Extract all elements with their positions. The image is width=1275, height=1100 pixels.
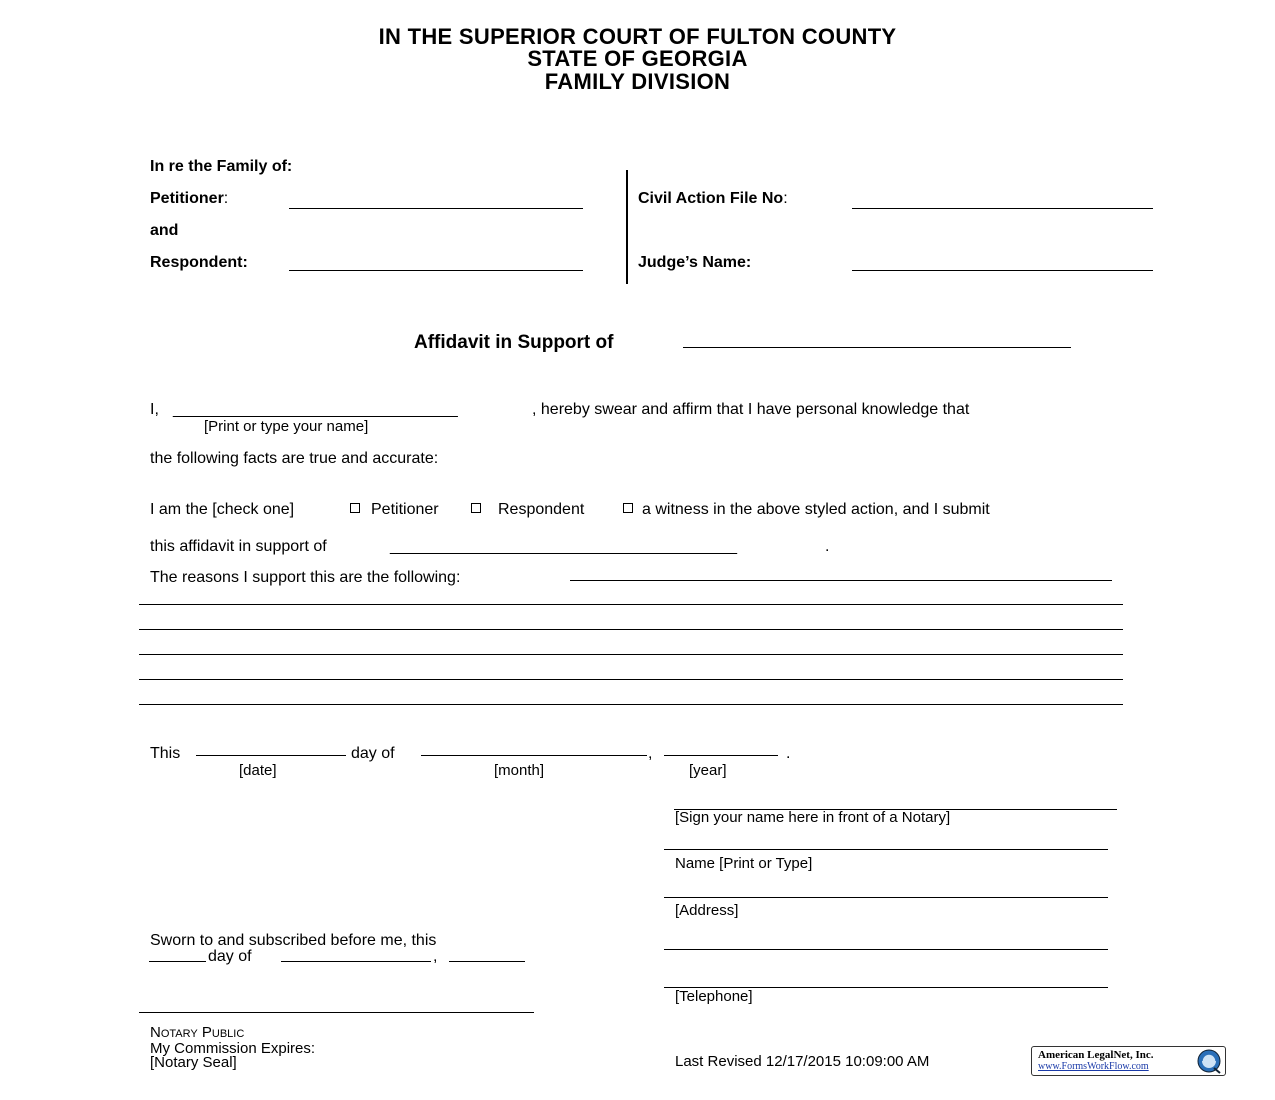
notary-month-field[interactable] [281, 961, 431, 962]
support-of-field[interactable]: _______________________________________ [390, 538, 738, 555]
address-line-1[interactable] [664, 897, 1108, 898]
facts-text: the following facts are true and accurate: [150, 450, 439, 467]
respondent-checkbox[interactable] [471, 503, 481, 513]
logo-name: American LegalNet, Inc. [1038, 1049, 1154, 1061]
i-label: I, [150, 401, 159, 418]
address-hint: [Address] [675, 902, 739, 919]
name-hint: Name [Print or Type] [675, 855, 813, 872]
notary-seal-label: [Notary Seal] [150, 1054, 237, 1071]
reasons-line-2[interactable] [139, 604, 1123, 605]
this-label: This [150, 745, 181, 762]
state-heading: STATE OF GEORGIA [527, 46, 748, 71]
year-field[interactable] [664, 755, 778, 756]
judge-field[interactable] [852, 270, 1153, 271]
swear-text: , hereby swear and affirm that I have personal knowledge that [532, 401, 970, 418]
reasons-line-5[interactable] [139, 679, 1123, 680]
reasons-line-1[interactable] [570, 580, 1112, 581]
date-period: . [786, 745, 791, 762]
petitioner-checkbox[interactable] [350, 503, 360, 513]
and-label: and [150, 222, 179, 239]
month-field[interactable] [421, 755, 647, 756]
witness-checkbox[interactable] [623, 503, 633, 513]
support-period: . [825, 538, 830, 555]
caption-divider [626, 170, 628, 284]
notary-year-field[interactable] [449, 961, 525, 962]
commission-label: My Commission Expires: [150, 1040, 316, 1057]
notary-day-field[interactable] [149, 961, 206, 962]
name-line[interactable] [664, 849, 1108, 850]
affiant-name-field[interactable]: ________________________________ [173, 401, 458, 418]
in-re-label: In re the Family of: [150, 158, 293, 175]
date-hint: [date] [239, 762, 277, 779]
petitioner-label: Petitioner: [150, 190, 229, 207]
logo-url[interactable]: www.FormsWorkFlow.com [1038, 1061, 1149, 1072]
reasons-line-3[interactable] [139, 629, 1123, 630]
court-heading: IN THE SUPERIOR COURT OF FULTON COUNTY [378, 24, 897, 49]
respondent-option: Respondent [498, 501, 585, 518]
affidavit-subject-field[interactable] [683, 347, 1071, 348]
reasons-text: The reasons I support this are the following: [150, 569, 461, 586]
notary-comma: , [433, 948, 438, 965]
petitioner-field[interactable] [289, 208, 583, 209]
notary-day-of-label: day of [208, 948, 252, 965]
sworn-text: Sworn to and subscribed before me, this [150, 932, 437, 949]
respondent-label: Respondent: [150, 254, 248, 271]
date-comma: , [648, 745, 653, 762]
division-heading: FAMILY DIVISION [544, 69, 731, 94]
check-one-text: I am the [check one] [150, 501, 295, 518]
notary-public-label: Notary Public [150, 1024, 245, 1041]
witness-option: a witness in the above styled action, and I submit [642, 501, 990, 518]
print-name-hint: [Print or type your name] [204, 418, 369, 435]
last-revised-text: Last Revised 12/17/2015 10:09:00 AM [675, 1053, 930, 1070]
reasons-line-6[interactable] [139, 704, 1123, 705]
signature-hint: [Sign your name here in front of a Notary] [675, 809, 951, 826]
notary-signature-line[interactable] [139, 1012, 534, 1013]
support-of-text: this affidavit in support of [150, 538, 327, 555]
reasons-line-4[interactable] [139, 654, 1123, 655]
address-line-2[interactable] [664, 949, 1108, 950]
globe-icon [1196, 1048, 1222, 1074]
date-field[interactable] [196, 755, 346, 756]
american-legalnet-logo[interactable] [1031, 1046, 1226, 1076]
day-of-label: day of [351, 745, 395, 762]
affidavit-title: Affidavit in Support of [414, 332, 614, 353]
civil-action-label: Civil Action File No: [638, 190, 788, 207]
civil-action-field[interactable] [852, 208, 1153, 209]
respondent-field[interactable] [289, 270, 583, 271]
petitioner-option: Petitioner [371, 501, 439, 518]
year-hint: [year] [689, 762, 727, 779]
judge-label: Judge’s Name: [638, 254, 752, 271]
month-hint: [month] [494, 762, 545, 779]
telephone-hint: [Telephone] [675, 988, 753, 1005]
